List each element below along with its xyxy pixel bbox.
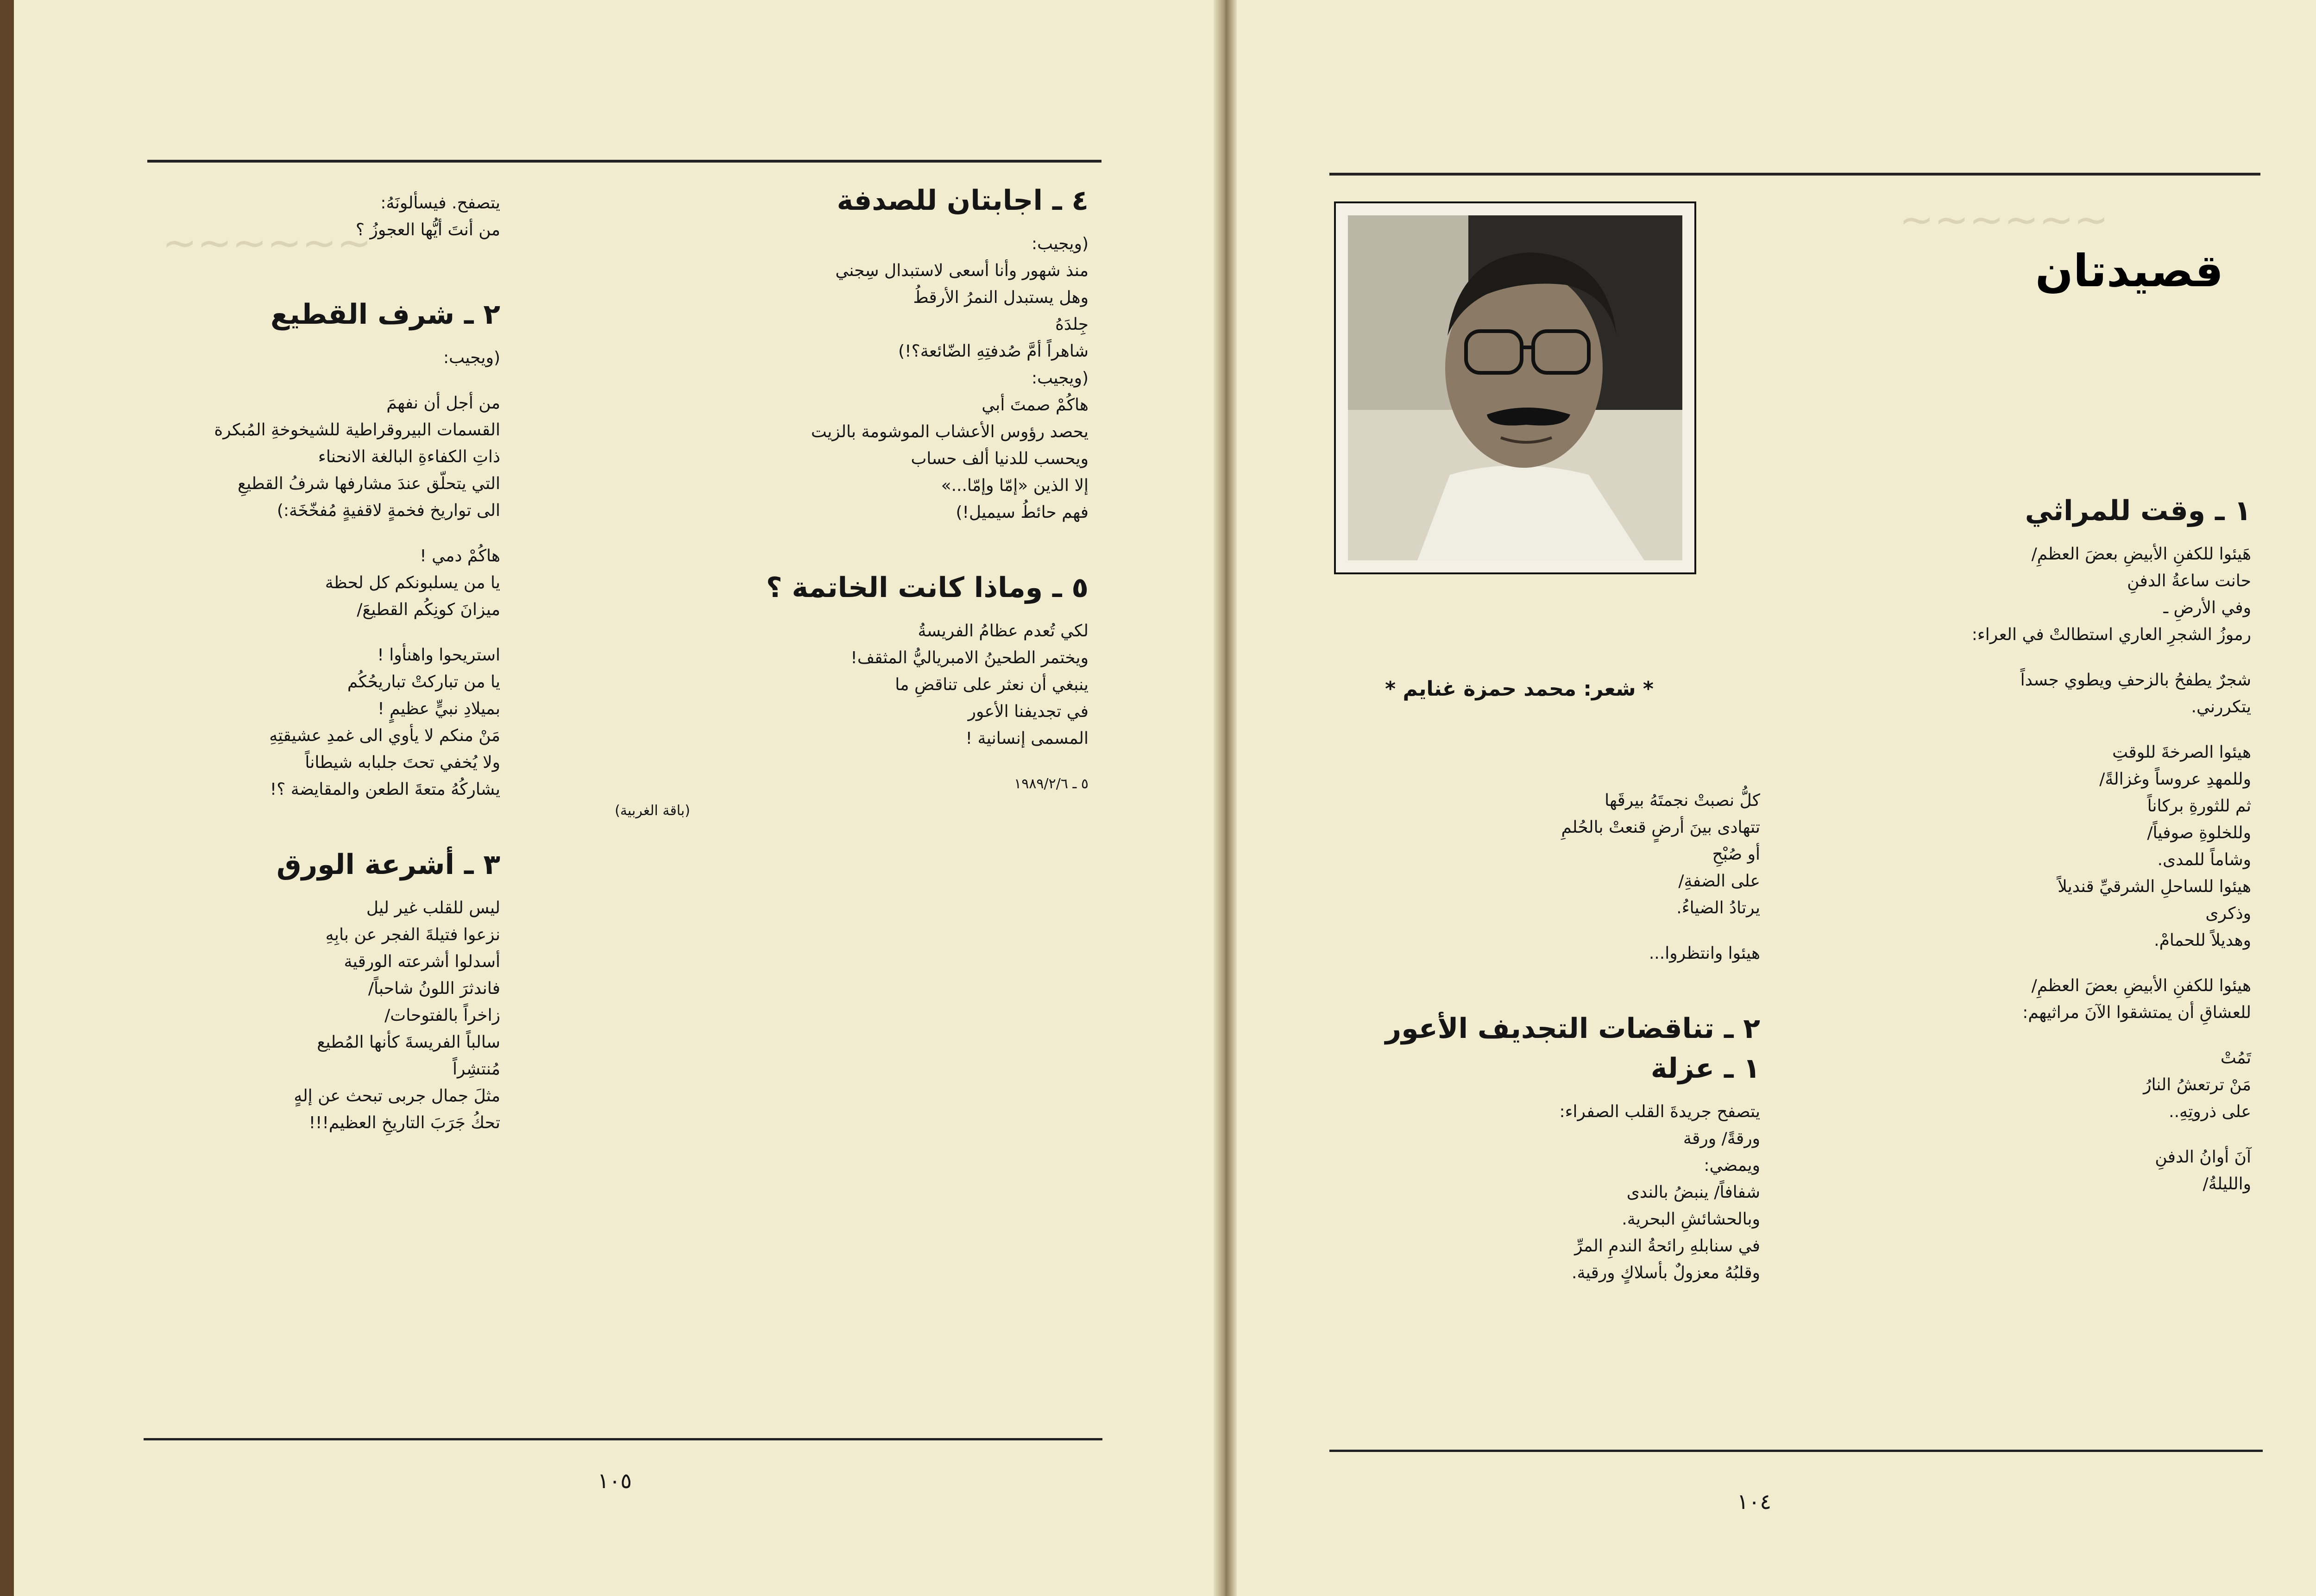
section-2-title: ٢ ـ شرف القطيع [270,298,500,331]
poem-line: يرتادُ الضياءُ. [1676,899,1760,917]
poem-line: جِلدَهُ [1055,315,1089,334]
poem-line: ويختمر الطحينُ الامبرياليُّ المثقف! [850,648,1089,667]
page-number-right: ١٠٤ [1737,1489,1772,1514]
poem-line: (ويجيب: [1031,369,1089,388]
poem-line: القسمات البيروقراطية للشيخوخةِ المُبكرة [214,421,500,440]
poem-line: سالباً الفريسةَ كأنها المُطيع [317,1033,500,1052]
poem-line: منذ شهور وأنا أسعى لاستبدال سِجني [835,261,1089,280]
poem-line: ويمضي: [1704,1156,1760,1175]
poem-line: تَمُتْ [2220,1049,2251,1068]
poem-line: وللخلوةِ صوفياً/ [2147,823,2251,842]
poem-line: هَيئوا للكفنِ الأبيضِ بعضَ العظمِ/ [2031,545,2251,564]
poem-line: (ويجيب: [1031,234,1089,253]
poem-place: (باقة الغربية) [615,803,690,819]
poem-line: هاكُمْ دمي ! [420,547,500,566]
section-4-title: ٤ ـ اجابتان للصدفة [837,184,1089,217]
poem-line: ورقةً/ ورقة [1683,1129,1760,1148]
poem-line: يا من يسلبونكم كل لحظة [325,573,500,592]
page-number-left: ١٠٥ [598,1468,632,1493]
poem-line: زاخراً بالفتوحات/ [384,1006,500,1025]
poem-line: هاكُمْ صمتَ أبي [982,396,1089,415]
top-rule-right [1329,173,2260,176]
section-3-title: ٣ ـ أشرعة الورق [277,848,500,881]
poem-line: تتهادى بينَ أرضٍ قنعتْ بالحُلمِ [1561,818,1760,837]
left-page-left-column-content [153,190,1102,1137]
poem-line: ينبغي أن نعثر على تناقضِ ما [895,675,1089,694]
poem-line: على ذروتِهِ.. [2169,1102,2251,1121]
poem-line: في تجديفنا الأعور [968,702,1089,721]
poem-line: (ويجيب: [443,348,500,367]
poem-line: ولا يُخفي تحتَ جلبابه شيطاناً [305,753,500,772]
author-photo [1334,201,1696,574]
poem-line: نزعوا فتيلةَ الفجر عن بابِهِ [325,925,500,944]
poem-line: استريحوا واهنأوا ! [377,646,500,665]
poem-line: ثم للثورةِ بركاناً [2147,797,2251,816]
poem-line: من أجل أن نفهمَ [386,394,500,413]
poem-line: وهديلاً للحمامْ. [2154,931,2251,950]
poem-line: يتكررني. [2191,697,2251,716]
poem-line: ليس للقلب غير ليل [366,899,500,917]
bottom-rule-right [1329,1450,2263,1452]
poem-line: وللمهدِ عروساً وغزالةً/ [2099,770,2251,789]
poem-line: رموزُ الشجرِ العاري استطالتْ في العراء: [1971,625,2251,644]
poem-line: وفي الأرضِ ـ [2163,598,2251,617]
poem-line: ويحسب للدنيا ألف حساب [911,449,1089,468]
section-1-title: ١ ـ وقت للمراثي [2025,495,2251,527]
poem-line: على الضفةِ/ [1678,872,1760,891]
poem-line: ذاتِ الكفاءةِ البالغة الانحناء [318,447,500,466]
poem-line: مَنْ منكم لا يأوي الى غمدِ عشيقتِهِ [269,726,500,745]
poem-line: أو صُبْحِ [1712,845,1760,864]
poem-line: بميلادِ نبيٍّ عظيمٍ ! [378,699,500,718]
show-through-text: ~~~~~~ [162,219,372,267]
poem-line: تحكُ جَرَبَ التاريخِ العظيم!!! [308,1113,500,1132]
section-5-title: ٥ ـ وماذا كانت الخاتمة ؟ [766,572,1089,604]
poem-line: هيئوا الصرخةَ للوقتِ [2112,743,2251,762]
poem-line: هيئوا وانتظروا... [1649,944,1760,963]
top-rule-left [147,160,1101,163]
poem-line: من أنتَ أيُّها العجوزُ ؟ [355,220,500,239]
poem-line: شجرٌ يطفحُ بالزحفِ ويطوي جسداً [2020,671,2251,690]
portrait-image [1348,215,1682,560]
poem-line: مَنْ ترتعشُ النارُ [2143,1075,2251,1094]
poem-line: فاندثرَ اللونُ شاحباً/ [368,979,500,998]
poem-line: مُنتشِراً [453,1060,500,1079]
poem-line: وذكرى [2205,904,2251,923]
subsection-title: ١ ـ عزلة [1650,1052,1760,1085]
right-page-left-column [1334,787,1760,1287]
book-gutter [1214,0,1237,1596]
poem-line: شاهراً أمَّ صُدفتِهِ الضّائعة؟!) [898,342,1089,361]
show-through-text: ~~~~~~ [1899,195,2109,244]
poem-line: التي يتحلّق عندَ مشارفها شرفُ القطيعِ [238,474,500,493]
poem-line: إلا الذين «إمّا وإمّا...» [941,476,1089,495]
poem-line: هيئوا للساحلِ الشرقيِّ قنديلاً [2058,877,2251,896]
poem-line: في سنابلهِ رائحةُ الندمِ المرِّ [1574,1237,1760,1256]
poem-line: يا من تباركتْ تباريحُكُم [347,672,500,691]
poem-line: فهم حائطُ سيميل!) [956,503,1089,522]
poem-line: ميزانَ كونِكُم القطيعَ/ [357,600,500,619]
poem-line: وهل يستبدل النمرُ الأرقطُ [913,288,1089,307]
poem-line: أسدلوا أشرعته الورقية [344,952,500,971]
poem-line: هيئوا للكفنِ الأبيضِ بعضَ العظمِ/ [2031,976,2251,995]
poem-line: يتصفح. فيسألونَهُ: [380,194,500,213]
poem-line: لكي تُعدم عظامُ الفريسةُ [918,622,1089,641]
poem-line: يحصد رؤوس الأعشاب الموشومة بالزيت [811,422,1089,441]
author-byline: * شعر: محمد حمزة غنايم * [1385,677,1654,701]
poem-line: للعشاقِ أن يمتشقوا الآنَ مراثيهم: [2022,1003,2251,1022]
poem-line: مثلَ جمال جربى تبحث عن إلهٍ [294,1087,500,1106]
poem-line: وشاماً للمدى. [2157,850,2251,869]
poem-line: شفافاً/ ينبضُ بالندى [1626,1183,1760,1202]
poem-line: يتصفح جريدةَ القلب الصفراء: [1559,1102,1760,1121]
poem-date: ٥ ـ ١٩٨٩/٢/٦ [1014,776,1089,792]
section-2-title: ٢ ـ تناقضات التجديف الأعور [1385,1012,1760,1045]
poem-line: آنَ أوانُ الدفنِ [2155,1148,2251,1167]
poem-line: يشاركُهُ متعةَ الطعن والمقايضة ؟! [270,780,500,799]
poem-line: وقلبُهُ معزولٌ بأسلاكٍ ورقية. [1572,1263,1760,1282]
poem-line: المسمى إنسانية ! [965,729,1089,748]
poem-line: وبالحشائشِ البحرية. [1622,1210,1760,1229]
poem-line: الى تواريخ فخمةٍ لاقفيةٍ مُفخّخَة:) [277,501,500,520]
poem-line: حانت ساعةُ الدفنِ [2127,572,2251,591]
bottom-rule-left [144,1438,1102,1440]
poem-line: كلُّ نصبتْ نجمتَهُ بيرقَها [1605,791,1760,810]
poem-line: والليلةُ/ [2203,1175,2251,1194]
main-title: قصيدتان [2035,245,2223,297]
right-page-right-column [1806,491,2251,1198]
